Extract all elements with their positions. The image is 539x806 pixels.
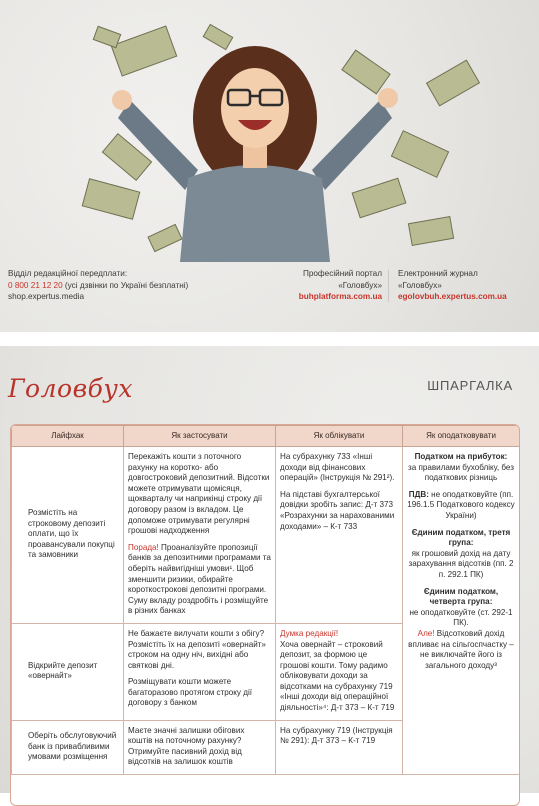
header-tax: Як оподатковувати bbox=[403, 426, 520, 447]
journal-info bbox=[398, 268, 507, 303]
lifehack-table bbox=[11, 425, 520, 775]
hack-cell: Відкрийте депозит «овернайт» bbox=[12, 623, 124, 720]
golovbuh-logo: Головбух bbox=[8, 374, 133, 403]
phone-note: (усі дзвінки по Україні безплатні) bbox=[64, 280, 189, 290]
tip-label: Порада! bbox=[128, 542, 159, 552]
tax-cell bbox=[403, 447, 520, 775]
divider bbox=[388, 270, 389, 302]
apply-text: Розміщувати кошти можете багаторазово протягом строку дії договору з банком bbox=[128, 677, 252, 708]
cheatsheet-card bbox=[10, 424, 520, 806]
apply-tip bbox=[128, 543, 271, 617]
phone-number[interactable]: 0 800 21 12 20 bbox=[8, 280, 63, 290]
table-row bbox=[12, 447, 520, 624]
header-apply: Як застосувати bbox=[124, 426, 276, 447]
apply-text: Не бажаєте вилучати кошти з обігу? Розмістіть їх на депозиті «овернайт» строком на одну ніч, вихідні або святкові дні. bbox=[128, 628, 266, 670]
hack-cell: Оберіть обслуговуючий банк із привабливими умовами розміщення bbox=[12, 720, 124, 774]
account-entry: На підставі бухгалтерської довідки зробіть запис: Д-т 373 «Розрахунки за нарахованими доходами» – К-т 733 bbox=[280, 489, 395, 531]
footer-contacts bbox=[0, 268, 539, 308]
tax-label: ПДВ: bbox=[408, 489, 429, 499]
portal-line2: «Головбух» bbox=[338, 280, 382, 290]
cover-page bbox=[0, 0, 539, 332]
tax-text: за правилами бухобліку, без податкових різниць bbox=[408, 462, 514, 483]
header-account: Як облікувати bbox=[276, 426, 403, 447]
section-title: ШПАРГАЛКА bbox=[427, 378, 513, 393]
tax-single-4 bbox=[407, 587, 515, 672]
portal-info bbox=[276, 268, 382, 303]
hack-cell: Розмістіть на строковому депозиті оплати, що їх проавансували покупці та замовники bbox=[12, 447, 124, 624]
journal-line2: «Головбух» bbox=[398, 280, 442, 290]
woman-with-money-illustration bbox=[0, 0, 539, 262]
tax-text: як грошовий дохід на дату зарахування відсотків (пп. 2 п. 292.1 ПК) bbox=[408, 548, 514, 579]
portal-link[interactable]: buhplatforma.com.ua bbox=[298, 292, 382, 301]
tax-label: Податком на прибуток: bbox=[414, 452, 508, 461]
note-label: Думка редакції! bbox=[280, 628, 339, 638]
tax-profit bbox=[407, 452, 515, 484]
account-text: На субрахунку 733 «Інші доходи від фінансових операцій» (Інструкція № 291²). bbox=[280, 452, 395, 483]
apply-cell bbox=[124, 623, 276, 720]
apply-cell bbox=[124, 447, 276, 624]
portal-line1: Професійний портал bbox=[302, 269, 382, 278]
tax-label: Єдиним податком, третя група: bbox=[411, 527, 511, 548]
account-cell bbox=[276, 720, 403, 774]
account-text: На субрахунку 719 (Інструкція № 291): Д-т 373 – К-т 719 bbox=[280, 725, 393, 746]
header-lifehack: Лайфхак bbox=[12, 426, 124, 447]
table-header-row bbox=[12, 426, 520, 447]
apply-text: Перекажіть кошти з поточного рахунку на коротко- або довгостроковий депозитний. Відсотки можете отримувати щомісяця, щокварталу чи наприкінці строку дії договору разом із вкладом. Це допоможе отримувати регулярні грошові надходження bbox=[128, 452, 270, 536]
page-gap bbox=[0, 332, 539, 346]
note-text: Хоча овернайт – строковий депозит, за формою це грошові кошти. Тому радимо обліковувати доходи за відсотками на субрахунку 719 «Інші доходи від операційної діяльності»⁴: Д-т 373 – К-т 719 bbox=[280, 639, 395, 713]
phone-line bbox=[8, 280, 188, 292]
tax-text: не оподатковуйте (пп. 196.1.5 Податкового кодексу України) bbox=[407, 489, 515, 520]
tax-text: не оподатковуйте (ст. 292-1 ПК). bbox=[409, 607, 513, 628]
tax-label: Єдиним податком, четверта група: bbox=[423, 586, 499, 607]
shop-link[interactable]: shop.expertus.media bbox=[8, 292, 85, 301]
tip-text: Проаналізуйте пропозиції банків за депозитними програмами та оберіть найвигідніші умови¹. Щоб зменшити ризики, обирайте короткострокові депозитні програми. Суму вкладу роздробіть і розміщуйте в різних банках bbox=[128, 542, 271, 616]
journal-line1: Електронний журнал bbox=[398, 269, 478, 278]
journal-link[interactable]: egolovbuh.expertus.com.ua bbox=[398, 292, 507, 301]
account-cell bbox=[276, 447, 403, 624]
editor-note bbox=[280, 629, 398, 714]
account-cell bbox=[276, 623, 403, 720]
subscription-contacts bbox=[8, 268, 188, 303]
tip-text: Відсотковий дохід впливає на сільгоспчастку – не виключайте його із загального доходу³ bbox=[408, 628, 514, 670]
apply-text: Маєте значні залишки обігових коштів на поточному рахунку? Отримуйте пасивний дохід від відсотків на залишок коштів bbox=[128, 725, 245, 767]
tax-vat bbox=[407, 490, 515, 522]
subscription-title: Відділ редакційної передплати: bbox=[8, 269, 128, 278]
apply-cell bbox=[124, 720, 276, 774]
cheatsheet-page bbox=[0, 346, 539, 793]
tax-single-3 bbox=[407, 528, 515, 581]
tip-label: Але! bbox=[417, 628, 435, 638]
